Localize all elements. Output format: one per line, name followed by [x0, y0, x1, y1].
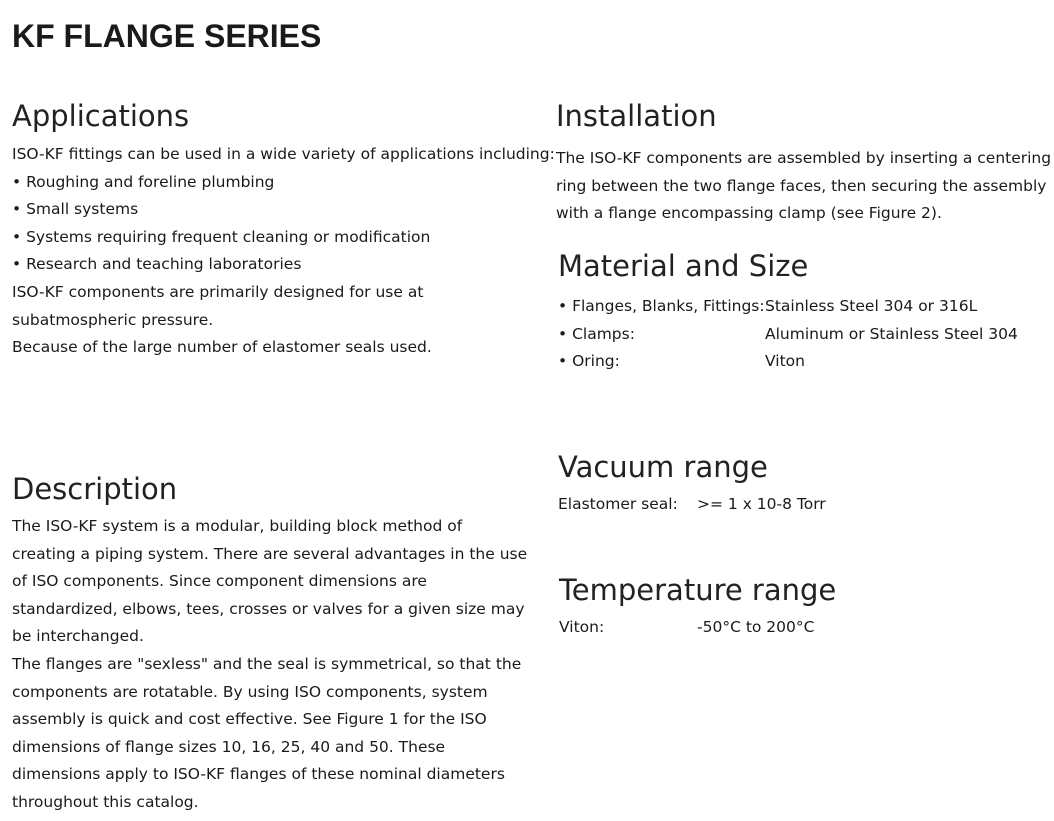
applications-text-line: ISO-KF components are primarily designed for use at: [12, 282, 424, 301]
installation-section: [556, 99, 1052, 228]
description-section: [12, 472, 537, 817]
material-row: [558, 293, 1046, 321]
installation-text-line: with a flange encompassing clamp (see Figure 2).: [556, 204, 942, 223]
vacuum-section: [558, 450, 1046, 519]
material-key: • Flanges, Blanks, Fittings:: [558, 293, 765, 321]
description-text-line: components are rotatable. By using ISO components, system: [12, 682, 488, 701]
vacuum-key: Elastomer seal:: [558, 495, 678, 513]
material-list: [558, 293, 1046, 376]
description-text-line: The flanges are "sexless" and the seal is symmetrical, so that the: [12, 654, 522, 673]
installation-body: [556, 145, 1052, 228]
material-row: [558, 321, 1046, 349]
vacuum-row: [558, 491, 1046, 519]
material-key: • Clamps:: [558, 321, 635, 349]
page-title: KF FLANGE SERIES: [12, 18, 322, 54]
vacuum-value: >= 1 x 10-8 Torr: [697, 495, 826, 513]
installation-text-line: The ISO-KF components are assembled by inserting a centering: [556, 149, 1052, 167]
applications-bullet: • Systems requiring frequent cleaning or modification: [12, 224, 537, 252]
description-text-line: standardized, elbows, tees, crosses or valves for a given size may: [12, 599, 525, 618]
applications-text-line: subatmospheric pressure.: [12, 310, 214, 329]
description-text-line: creating a piping system. There are several advantages in the use: [12, 544, 528, 563]
material-value: Viton: [765, 352, 805, 371]
applications-bullet: • Roughing and foreline plumbing: [12, 169, 537, 197]
description-text-line: dimensions apply to ISO-KF flanges of these nominal diameters: [12, 765, 505, 784]
applications-intro: ISO-KF fittings can be used in a wide variety of applications including:: [12, 145, 555, 163]
material-key: • Oring:: [558, 348, 620, 376]
applications-text-line: Because of the large number of elastomer seals used.: [12, 338, 432, 357]
material-section: [558, 249, 1046, 376]
description-text-line: of ISO components. Since component dimensions are: [12, 572, 427, 591]
vacuum-heading: Vacuum range: [558, 450, 768, 484]
description-text-line: be interchanged.: [12, 627, 144, 646]
description-text-line: dimensions of flange sizes 10, 16, 25, 40 and 50. These: [12, 737, 446, 756]
temperature-value: -50°C to 200°C: [697, 618, 815, 636]
applications-bullet: • Small systems: [12, 196, 537, 224]
installation-text-line: ring between the two flange faces, then securing the assembly: [556, 176, 1047, 195]
description-text-line: throughout this catalog.: [12, 792, 199, 811]
temperature-heading: Temperature range: [559, 573, 837, 607]
temperature-row: [559, 614, 1046, 642]
material-value: Aluminum or Stainless Steel 304: [765, 324, 1018, 343]
material-heading: Material and Size: [558, 249, 809, 283]
description-heading: Description: [12, 472, 178, 506]
temperature-section: [559, 573, 1046, 642]
applications-section: [12, 99, 555, 362]
temperature-key: Viton:: [559, 618, 605, 636]
description-body: [12, 513, 537, 817]
material-row: [558, 348, 1046, 376]
applications-body: [12, 141, 555, 362]
description-text-line: The ISO-KF system is a modular, building block method of: [12, 517, 463, 535]
installation-heading: Installation: [556, 99, 717, 133]
description-text-line: assembly is quick and cost effective. See Figure 1 for the ISO: [12, 710, 487, 729]
applications-heading: Applications: [12, 99, 190, 133]
applications-bullet: • Research and teaching laboratories: [12, 251, 537, 279]
material-value: Stainless Steel 304 or 316L: [765, 297, 978, 315]
